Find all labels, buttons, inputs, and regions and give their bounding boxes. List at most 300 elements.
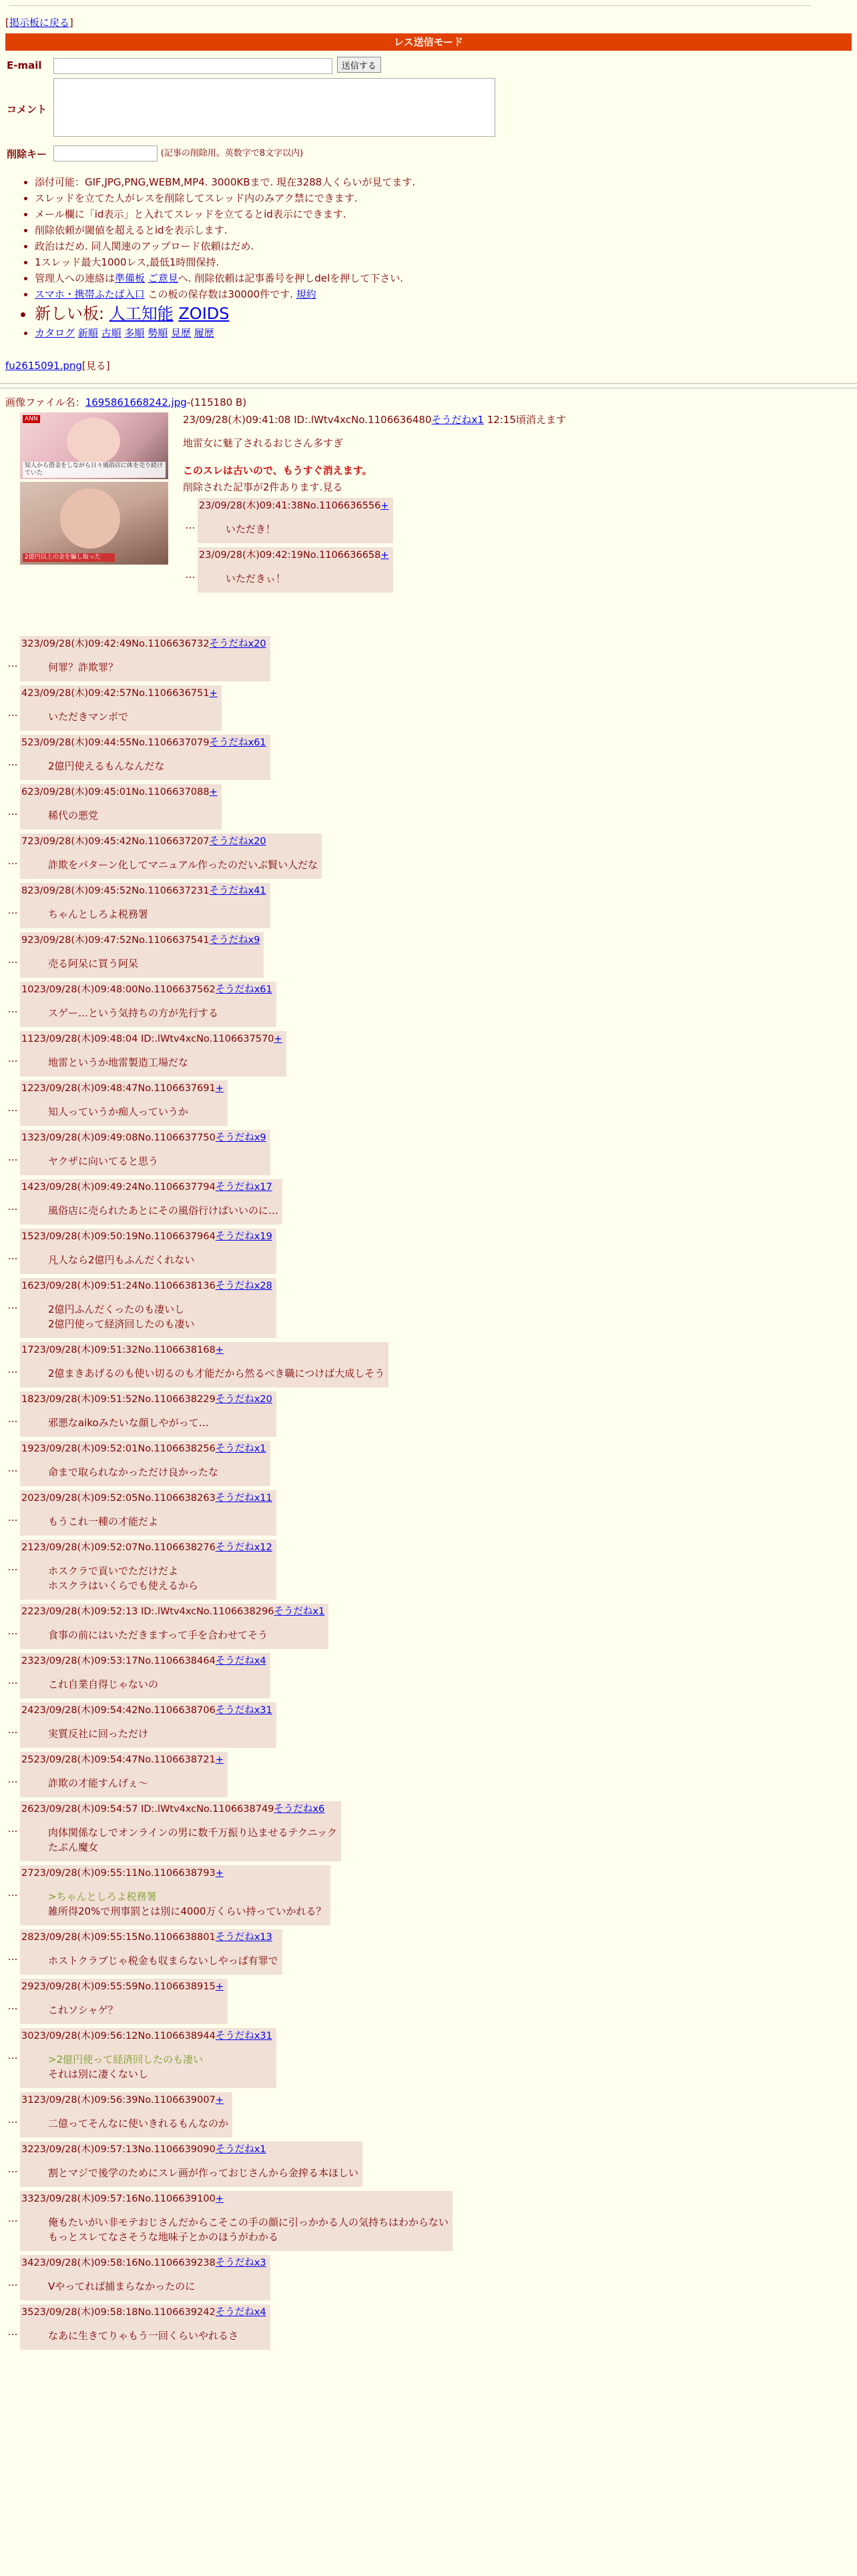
sodane-button[interactable]: そうだねx6 <box>274 1804 325 1815</box>
reply-message <box>48 1726 272 1741</box>
op-file-line: 画像ファイル名：1695861668242.jpg-(115180 B) <box>5 396 247 408</box>
reply-header <box>21 2306 266 2319</box>
sodane-button[interactable]: そうだねx17 <box>215 1182 272 1193</box>
catalog-link[interactable]: カタログ <box>35 327 75 339</box>
reply-box <box>198 547 393 593</box>
reply-box <box>20 883 270 928</box>
reply-meta: 623/09/28(木)09:45:01No.1106637088 <box>21 787 210 797</box>
junbi-board-link[interactable]: 準備板 <box>115 272 146 284</box>
reply-meta: 23/09/28(木)09:42:19No.1106636658 <box>199 550 381 561</box>
rule-item: • スレッドを立てた人がレスを削除してスレッド内のみアク禁にできます. <box>35 190 857 206</box>
face-shape <box>67 418 120 464</box>
reply-box <box>20 1653 270 1698</box>
reply-meta: 3423/09/28(木)09:58:16No.1106639238 <box>21 2258 216 2268</box>
reply-message <box>48 2279 266 2294</box>
reply-message <box>48 1104 224 1119</box>
reply-marker: … <box>7 1250 18 1262</box>
message-line: 俺もたいがい非モテおじさんだからこそこの手の顔に引っかかる人の気持ちはわからない <box>48 2216 449 2228</box>
reply-marker: … <box>7 1773 18 1785</box>
thumbnail-caption: 知人から借金をしながら日々風俗店に体を売り続けていた <box>23 462 166 478</box>
reply <box>5 1604 857 1649</box>
delete-key-note: (記事の削除用。英数字で8文字以内) <box>160 148 304 159</box>
delete-key-field[interactable] <box>53 145 158 162</box>
reply <box>5 2304 857 2350</box>
reply-header <box>21 983 272 996</box>
feedback-link[interactable]: ご意見 <box>148 272 178 284</box>
reply-meta: 1523/09/28(木)09:50:19No.1106637964 <box>21 1231 216 1242</box>
message-line: いただき！ <box>226 523 276 535</box>
reply-list <box>5 636 857 2350</box>
reply-meta: 1923/09/28(木)09:52:01No.1106638256 <box>21 1443 216 1454</box>
reply-meta: 923/09/28(木)09:47:52No.1106637541 <box>21 935 210 946</box>
reply-box <box>20 1865 330 1925</box>
op-file-link[interactable]: 1695861668242.jpg <box>85 396 187 408</box>
board-rules <box>0 174 857 341</box>
sort-many-link[interactable]: 多順 <box>124 327 145 339</box>
message-line: 風俗店に売られたあとにその風俗行けばいいのに… <box>48 1205 279 1217</box>
reply-message <box>48 1366 384 1381</box>
submit-button[interactable]: 送信する <box>337 57 381 73</box>
reply-header <box>199 549 389 562</box>
reply-header <box>21 835 318 848</box>
reply-meta: 523/09/28(木)09:44:55No.1106637079 <box>21 737 210 748</box>
reply <box>5 2142 857 2187</box>
reply-marker: … <box>7 1413 18 1425</box>
reply-message <box>48 1415 272 1430</box>
reply-marker: … <box>7 756 18 768</box>
reply-header <box>21 1803 337 1816</box>
reply-box <box>20 1702 276 1748</box>
reply-marker: … <box>7 1887 18 1899</box>
sodane-button[interactable]: + <box>215 1868 224 1879</box>
reply-message <box>48 759 266 773</box>
reply-header <box>21 2192 449 2206</box>
quote-line: >2億円使って経済回したのも凄い <box>48 2053 204 2065</box>
face-shape <box>60 489 120 549</box>
reply-header <box>21 1753 224 1766</box>
reply-box <box>20 1080 228 1126</box>
message-line: ホスクラで貢いでただけだよ <box>48 1565 179 1577</box>
sodane-button[interactable]: そうだねx20 <box>215 1394 272 1405</box>
deleted-notice: 削除された記事が2件あります.見る <box>183 481 343 493</box>
back-to-board-link[interactable]: 掲示板に戻る <box>9 17 69 29</box>
reply-marker: … <box>7 954 18 966</box>
rule-item-nav-links <box>35 325 857 341</box>
sodane-button[interactable]: そうだねx12 <box>215 1542 272 1553</box>
sodane-button[interactable]: + <box>215 2095 224 2106</box>
op-post <box>183 412 850 593</box>
message-line: 邪悪なaikoみたいな顔しやがって… <box>48 1417 209 1429</box>
sodane-button[interactable]: + <box>215 1083 224 1094</box>
sort-old-link[interactable]: 古順 <box>101 327 121 339</box>
reply-box <box>20 1031 286 1076</box>
message-line: これソシャゲ？ <box>48 2004 118 2016</box>
zoids-board-link[interactable]: ZOIDS <box>178 304 230 323</box>
sodane-button[interactable]: そうだねx31 <box>215 2031 272 2041</box>
email-field[interactable] <box>53 58 332 74</box>
reply-header <box>21 785 218 799</box>
reply-box <box>20 1490 276 1536</box>
reply-meta: 2623/09/28(木)09:54:57 ID:.lWtv4xcNo.1106638749 <box>21 1804 274 1815</box>
reply <box>5 1342 857 1387</box>
reply-message <box>48 2166 358 2180</box>
reply-message <box>48 2116 228 2131</box>
reply <box>5 1865 857 1925</box>
reply-header <box>21 687 218 700</box>
reply-message <box>48 2215 449 2244</box>
message-line: ホストクラブじゃ税金も収まらないしやっぱ有罪で <box>48 1955 278 1967</box>
ai-board-link[interactable]: 人工知能 <box>109 304 174 323</box>
message-line: 雑所得20%で刑事罰とは別に4000万くらい持っていかれる？ <box>48 1905 326 1917</box>
message-line: 2億円使えるもんなんだな <box>48 760 165 772</box>
sodane-button[interactable]: + <box>215 1981 224 1992</box>
rule-item: • メール欄に「id表示」と入れてスレッドを立てるとid表示にできます. <box>35 206 857 222</box>
sodane-button[interactable]: そうだねx28 <box>215 1281 272 1291</box>
reply <box>5 1179 857 1225</box>
reply-marker: … <box>7 1102 18 1114</box>
message-line: スゲー…という気持ちの方が先行する <box>48 1007 219 1019</box>
reply-box <box>20 1441 270 1486</box>
sodane-button[interactable]: そうだねx4 <box>215 2307 266 2318</box>
reply-message <box>48 907 266 922</box>
reply-box <box>20 1391 276 1437</box>
message-line: 稀代の悪党 <box>48 810 99 822</box>
reply-message <box>48 1465 266 1480</box>
rule-item: • 1スレッド最大1000レス,最低1時間保持. <box>35 254 857 270</box>
reply-message <box>48 1006 272 1020</box>
reply-header <box>21 1605 324 1618</box>
thread <box>5 395 857 2350</box>
op-header: 23/09/28(木)09:41:08 ID:.lWtv4xcNo.1106636480そうだねx1 12:15頃消えます <box>183 414 566 426</box>
uploaded-file-link[interactable]: fu2615091.png <box>5 360 82 372</box>
reply-marker: … <box>7 1052 18 1064</box>
reply-message <box>48 2328 266 2343</box>
reply-meta: 3323/09/28(木)09:57:16No.1106639100 <box>21 2194 216 2204</box>
reply-marker: … <box>7 1823 18 1835</box>
reply <box>183 498 850 543</box>
reply <box>5 2255 857 2300</box>
message-line: 凡人なら2億円もふんだくれない <box>48 1254 195 1266</box>
reply-meta: 2023/09/28(木)09:52:05No.1106638263 <box>21 1493 216 1504</box>
view-history-link[interactable]: 見歴 <box>170 327 191 339</box>
reply-header <box>21 1541 272 1554</box>
file-upload-line: fu2615091.png[見る] <box>5 360 110 372</box>
sodane-button[interactable]: そうだねx1 <box>215 1443 266 1454</box>
reply <box>5 2191 857 2251</box>
sodane-button[interactable]: そうだねx61 <box>209 737 266 748</box>
reply-meta: 3523/09/28(木)09:58:18No.1106639242 <box>21 2307 216 2318</box>
reply-marker: … <box>7 1724 18 1736</box>
reply <box>5 1441 857 1486</box>
message-line: いただきぃ！ <box>226 573 286 585</box>
sodane-button[interactable]: + <box>209 688 218 699</box>
divider <box>0 383 857 384</box>
reply-meta: 2123/09/28(木)09:52:07No.1106638276 <box>21 1542 216 1553</box>
sodane-button[interactable]: そうだねx13 <box>215 1932 272 1943</box>
reply-marker: … <box>7 2163 18 2175</box>
reply-message <box>48 1514 272 1529</box>
reply <box>183 547 850 593</box>
message-line: 二億ってそんなに使いきれるもんなのか <box>48 2118 229 2130</box>
reply-meta: 3023/09/28(木)09:56:12No.1106638944 <box>21 2031 216 2041</box>
reply-box <box>20 834 322 879</box>
comment-label: コメント <box>7 103 47 115</box>
reply-marker: … <box>7 1151 18 1163</box>
reply-meta: 1623/09/28(木)09:51:24No.1106638136 <box>21 1281 216 1291</box>
reply-message <box>48 808 218 823</box>
sodane-button[interactable]: + <box>215 1345 224 1355</box>
sodane-button[interactable]: そうだねx1 <box>215 2144 266 2155</box>
sodane-button[interactable]: + <box>274 1034 282 1044</box>
reply-marker: … <box>7 1512 18 1524</box>
sodane-button[interactable]: そうだねx4 <box>215 1656 266 1666</box>
message-line: Vやってれば捕まらなかったのに <box>48 2280 196 2292</box>
delete-key-label: 削除キー <box>7 147 47 160</box>
message-line: 知人っていうか痴人っていうか <box>48 1106 189 1118</box>
reply <box>5 1653 857 1698</box>
reply-box <box>20 636 270 681</box>
sodane-button[interactable]: そうだねx9 <box>209 935 260 946</box>
reply <box>5 636 857 681</box>
reply-meta: 1223/09/28(木)09:48:47No.1106637691 <box>21 1083 216 1094</box>
reply <box>5 883 857 928</box>
message-line: 肉体関係なしでオンラインの男に数千万振り込ませるテクニック <box>48 1827 338 1839</box>
reply-meta: 723/09/28(木)09:45:42No.1106637207 <box>21 836 210 847</box>
mobile-entrance-link[interactable]: スマホ・携帯ふたば入口 <box>35 288 145 300</box>
reply-header <box>21 1442 266 1456</box>
inner-replies <box>183 498 850 593</box>
reply-meta: 2723/09/28(木)09:55:11No.1106638793 <box>21 1868 216 1879</box>
message-line: もうこれ一種の才能だよ <box>48 1516 159 1528</box>
sodane-button[interactable]: そうだねx11 <box>215 1493 272 1504</box>
message-line: 実質反社に回っただけ <box>48 1728 149 1740</box>
reply <box>5 2028 857 2088</box>
sodane-button[interactable]: + <box>209 787 218 797</box>
reply-meta: 1123/09/28(木)09:48:04 ID:.lWtv4xcNo.1106637570 <box>21 1034 274 1044</box>
reply-header <box>199 499 389 513</box>
reply-meta: 823/09/28(木)09:45:52No.1106637231 <box>21 886 210 896</box>
reply-message <box>48 1776 224 1791</box>
reply-header <box>21 1931 278 1944</box>
rule-item-mobile: • スマホ・携帯ふたば入口 この板の保存数は30000件です. 規約 <box>35 286 857 302</box>
reply <box>5 1490 857 1536</box>
reply-marker: … <box>7 657 18 669</box>
reply-message <box>48 1564 272 1593</box>
reply-header <box>21 2256 266 2270</box>
reply-box <box>20 2255 270 2300</box>
sodane-button[interactable]: そうだねx61 <box>215 984 272 995</box>
reply-message <box>48 2052 272 2081</box>
reply-header <box>21 1867 326 1880</box>
form-title: レス送信モード <box>5 33 852 51</box>
reply-header <box>21 637 266 651</box>
reply-box <box>20 2142 362 2187</box>
reply-box <box>20 2028 276 2088</box>
reply-meta: 2523/09/28(木)09:54:47No.1106638721 <box>21 1754 216 1765</box>
reply-marker: … <box>7 2326 18 2338</box>
reply-meta: 1323/09/28(木)09:49:08No.1106637750 <box>21 1133 216 1143</box>
reply-box <box>198 498 393 543</box>
reply-message <box>48 1203 278 1218</box>
reply-header <box>21 1032 282 1046</box>
sodane-button[interactable]: + <box>215 2194 224 2204</box>
reply-message <box>226 522 389 537</box>
reply-message <box>48 1055 282 1070</box>
sodane-button[interactable]: そうだねx31 <box>215 1705 272 1716</box>
op-thumbnail[interactable] <box>20 412 168 565</box>
reply <box>5 784 857 830</box>
reply-meta: 3123/09/28(木)09:56:39No.1106639007 <box>21 2095 216 2106</box>
sodane-button[interactable]: そうだねx1 <box>274 1606 325 1617</box>
reply-marker: … <box>7 1201 18 1213</box>
reply-box <box>20 982 276 1027</box>
reply-message <box>48 1825 337 1855</box>
reply-message <box>48 1628 324 1642</box>
message-line: 2億円ふんだくったのも凄いし <box>48 1303 185 1315</box>
reply <box>5 1929 857 1975</box>
reply-header <box>21 934 260 947</box>
sodane-button[interactable]: + <box>215 1754 224 1765</box>
reply-message <box>48 858 318 872</box>
reply-marker: … <box>7 1462 18 1474</box>
reply-meta: 1723/09/28(木)09:51:32No.1106638168 <box>21 1345 216 1355</box>
message-line: 詐欺をパターン化してマニュアル作ったのだいぶ賢い人だな <box>48 859 318 871</box>
reply <box>5 1080 857 1126</box>
reply-message <box>48 1302 272 1331</box>
reply-message <box>226 571 389 586</box>
reply <box>5 1031 857 1076</box>
sodane-button[interactable]: そうだねx1 <box>431 414 484 426</box>
reply-header <box>21 2143 358 2156</box>
message-line: 売る阿呆に買う阿呆 <box>48 958 139 970</box>
message-line: 2億円使って経済回したのも凄い <box>48 1318 195 1330</box>
reply <box>5 1391 857 1437</box>
reply <box>5 1540 857 1600</box>
terms-link[interactable]: 規約 <box>296 288 316 300</box>
sodane-button[interactable]: そうだねx41 <box>209 886 266 896</box>
message-line: 詐欺の才能すんげぇ～ <box>48 1777 149 1789</box>
reply-meta: 2223/09/28(木)09:52:13 ID:.lWtv4xcNo.1106638296 <box>21 1606 274 1617</box>
sodane-button[interactable]: そうだねx3 <box>215 2258 266 2268</box>
reply-box <box>20 2092 232 2138</box>
message-line: ホスクラはいくらでも使えるから <box>48 1580 198 1592</box>
back-nav: [掲示板に戻る] <box>5 17 73 29</box>
message-line: 2億まきあげるのも使い切るのも才能だから然るべき職につけば大成しそう <box>48 1367 385 1379</box>
message-line: ヤクザに向いてると思う <box>48 1155 159 1167</box>
reply-marker: … <box>7 1951 18 1963</box>
reply-meta: 323/09/28(木)09:42:49No.1106636732 <box>21 639 210 649</box>
reply-header <box>21 1492 272 1505</box>
reply-message <box>48 1253 272 1267</box>
sodane-button[interactable]: + <box>380 550 389 561</box>
reply-marker: … <box>7 855 18 867</box>
message-line: 命まで取られなかっただけ良かったな <box>48 1466 219 1478</box>
reply-meta: 3223/09/28(木)09:57:13No.1106639090 <box>21 2144 216 2155</box>
reply-marker: … <box>7 1625 18 1637</box>
rule-item-new-boards: • 新しい板: 人工知能 ZOIDS <box>35 302 857 325</box>
rule-item: • 政治はだめ. 同人関連のアップロード依頼はだめ. <box>35 238 857 254</box>
sort-momentum-link[interactable]: 勢順 <box>148 327 168 339</box>
reply-box <box>20 1179 282 1225</box>
reply-marker: … <box>7 1363 18 1375</box>
message-line: それは別に凄くないし <box>48 2068 149 2080</box>
reply-message <box>48 660 266 675</box>
reply-header <box>21 1279 272 1293</box>
reply <box>5 1702 857 1748</box>
comment-field[interactable] <box>53 78 495 137</box>
reply-meta: 1423/09/28(木)09:49:24No.1106637794 <box>21 1182 216 1193</box>
reply-header <box>21 884 266 898</box>
message-line: 割とマジで後学のためにスレ画が作っておじさんから金搾る本ほしい <box>48 2167 359 2179</box>
reply <box>5 735 857 780</box>
reply-marker: … <box>7 1003 18 1015</box>
message-line: ちゃんとしろよ税務署 <box>48 908 149 920</box>
sodane-button[interactable]: そうだねx9 <box>215 1133 266 1143</box>
reply-header <box>21 1654 266 1668</box>
reply <box>5 1801 857 1861</box>
message-line: これ自業自得じゃないの <box>48 1678 159 1690</box>
sort-new-link[interactable]: 新順 <box>77 327 98 339</box>
message-line: もっとスレてなさそうな地味子とかのほうがわかる <box>48 2231 279 2243</box>
reply-box <box>20 1229 276 1274</box>
reply-message <box>48 2003 224 2017</box>
reply-header <box>21 1704 272 1717</box>
reply-header <box>21 1082 224 1095</box>
reply-message <box>48 956 260 971</box>
message-line: たぶん魔女 <box>48 1841 99 1853</box>
expire-warning: このスレは古いので、もうすぐ消えます。 <box>183 464 372 476</box>
sodane-button[interactable]: そうだねx20 <box>209 836 266 847</box>
reply-message <box>48 1953 278 1968</box>
reply-box <box>20 2191 453 2251</box>
reply-header <box>21 1343 384 1357</box>
reply-header <box>21 1393 272 1406</box>
quote-line: >ちゃんとしろよ税務署 <box>48 1891 157 1903</box>
reply <box>5 1752 857 1797</box>
reply-box <box>20 1801 341 1861</box>
reply-box <box>20 735 270 780</box>
reply-marker: … <box>7 2114 18 2126</box>
reply-header <box>21 736 266 749</box>
thumbnail-caption: 2億円以上の金を騙し取った <box>23 553 115 562</box>
reply-message <box>48 1154 266 1169</box>
reply-box <box>20 1752 228 1797</box>
reply-box <box>20 932 264 978</box>
sodane-button[interactable]: + <box>380 501 389 511</box>
reply-box <box>20 685 222 731</box>
reply-box <box>20 1130 270 1175</box>
reply-marker: … <box>7 1674 18 1686</box>
sodane-button[interactable]: そうだねx20 <box>209 639 266 649</box>
reply <box>5 1130 857 1175</box>
reply <box>5 1229 857 1274</box>
message-line: 何罪？詐欺罪？ <box>48 661 119 673</box>
reply-header <box>21 1131 266 1145</box>
reply-box <box>20 2304 270 2350</box>
reply-box <box>20 1604 328 1649</box>
reply-header <box>21 2094 228 2107</box>
thumbnail-top-image <box>20 412 168 479</box>
sodane-button[interactable]: そうだねx19 <box>215 1231 272 1242</box>
reply <box>5 1979 857 2024</box>
reply-meta: 23/09/28(木)09:41:38No.1106636556 <box>199 501 381 511</box>
reply <box>5 685 857 731</box>
history-link[interactable]: 履歴 <box>194 327 214 339</box>
reply <box>5 834 857 879</box>
reply-form <box>5 53 496 165</box>
reply-meta: 423/09/28(木)09:42:57No.1106636751 <box>21 688 210 699</box>
reply-marker: … <box>7 806 18 818</box>
